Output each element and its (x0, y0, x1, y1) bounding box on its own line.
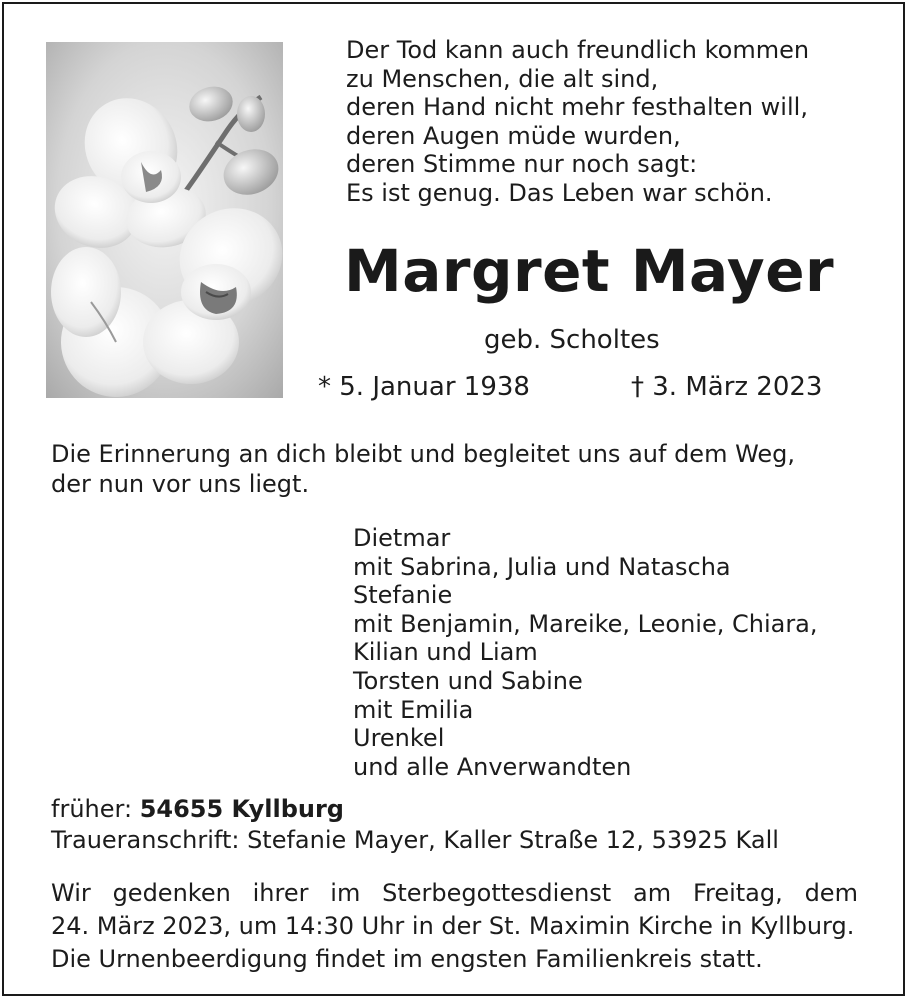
family-line: Stefanie (353, 581, 453, 610)
service-info (51, 879, 858, 978)
service-line-2: 24. März 2023, um 14:30 Uhr in der St. Maximin Kirche in Kyllburg. (51, 912, 855, 940)
poem-line: zu Menschen, die alt sind, (346, 64, 659, 93)
maiden-name: geb. Scholtes (484, 325, 660, 355)
poem-line: deren Augen müde wurden, (346, 121, 681, 150)
family-line: mit Sabrina, Julia und Natascha (353, 552, 731, 581)
mourning-address: Traueranschrift: Stefanie Mayer, Kaller Straße 12, 53925 Kall (51, 826, 779, 854)
address-block (51, 795, 779, 857)
family-line: mit Emilia (353, 695, 474, 724)
family-line: Torsten und Sabine (353, 666, 583, 695)
birth-date: * 5. Januar 1938 (318, 372, 530, 402)
family-line: Urenkel (353, 724, 445, 753)
poem-line: Der Tod kann auch freundlich kommen (346, 36, 810, 64)
former-residence (51, 795, 779, 826)
former-label: früher: (51, 795, 133, 823)
service-word: Freitag, (692, 879, 783, 907)
family-list (353, 524, 818, 781)
family-line: Dietmar (353, 524, 451, 552)
poem-line: deren Stimme nur noch sagt: (346, 150, 698, 178)
orchid-photo (46, 42, 283, 398)
service-word: dem (804, 879, 858, 907)
family-line: und alle Anverwandten (353, 752, 632, 781)
poem-line: Es ist genug. Das Leben war schön. (346, 178, 773, 207)
memory-line: Die Erinnerung an dich bleibt und begleitet uns auf dem Weg, (51, 440, 796, 468)
poem-line: deren Hand nicht mehr festhalten will, (346, 93, 808, 121)
service-word: gedenken (112, 879, 231, 907)
memory-text (51, 440, 795, 500)
poem (346, 36, 809, 207)
service-word: am (633, 879, 672, 907)
family-line: mit Benjamin, Mareike, Leonie, Chiara, (353, 609, 818, 638)
service-word: Wir (51, 879, 91, 907)
service-line-1 (51, 879, 858, 912)
former-place: 54655 Kyllburg (139, 795, 344, 823)
family-line: Kilian und Liam (353, 638, 538, 667)
service-word: im (330, 879, 361, 907)
memory-line: der nun vor uns liegt. (51, 470, 310, 498)
service-word: ihrer (252, 879, 309, 907)
deceased-name: Margret Mayer (344, 237, 835, 305)
death-date: † 3. März 2023 (631, 372, 823, 402)
service-word: Sterbegottesdienst (382, 879, 612, 907)
service-line-3: Die Urnenbeerdigung findet im engsten Familienkreis statt. (51, 945, 763, 973)
